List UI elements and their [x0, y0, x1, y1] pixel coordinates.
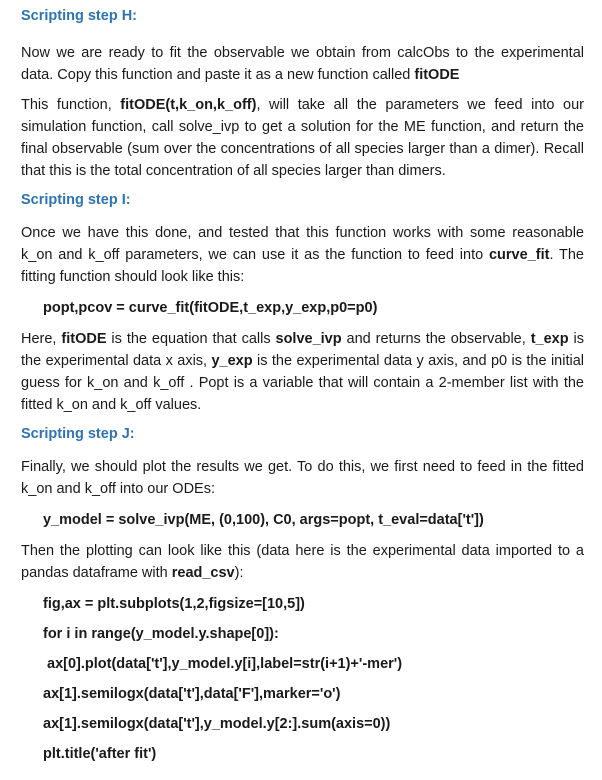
- text: This function,: [21, 97, 121, 113]
- text: , will take all the parameters we feed into our simulation function, call solve_ivp to get a solution for the ME function, and return the final observable (sum over the concentrations of all species larger than a dimer). Recall that this is the total concentration of all species larger than dimers.: [21, 97, 584, 179]
- solve-ivp-code: y_model = solve_ivp(ME, (0,100), C0, args=popt, t_eval=data['t']): [43, 512, 484, 528]
- text: is the experimental data x axis,: [21, 331, 584, 369]
- bold-term: read_csv: [171, 565, 235, 581]
- step-h-heading: Scripting step H:: [21, 8, 138, 24]
- text: . The fitting function should look like this:: [21, 247, 584, 285]
- bold-term: fitODE: [61, 331, 107, 347]
- step-h-paragraph-2: [21, 94, 584, 182]
- text: Here,: [21, 331, 62, 347]
- text: Now we are ready to fit the observable we obtain from calcObs to the experimental data. Copy this function and paste it as a new function called: [21, 45, 584, 83]
- step-j-paragraph-2: [21, 540, 584, 584]
- plot-code-line-3: ax[0].plot(data['t'],y_model.y[i],label=str(i+1)+'-mer'): [43, 656, 403, 672]
- text: ):: [234, 565, 244, 581]
- bold-term: curve_fit: [488, 247, 550, 263]
- text: is the experimental data y axis, and p0 is the initial guess for k_on and k_off . Popt is a variable that will contain a 2-member list with the fitted k_on and k_off values.: [21, 353, 584, 413]
- step-j-paragraph-1: Finally, we should plot the results we get. To do this, we first need to feed in the fitted k_on and k_off into our ODEs:: [21, 459, 584, 497]
- step-i-paragraph-1: [21, 222, 584, 288]
- plot-code-line-2: for i in range(y_model.y.shape[0]):: [43, 626, 279, 642]
- plot-code-line-4: ax[1].semilogx(data['t'],data['F'],marker='o'): [43, 686, 341, 702]
- curve-fit-code: popt,pcov = curve_fit(fitODE,t_exp,y_exp,p0=p0): [43, 300, 378, 316]
- step-h-paragraph-1: [21, 42, 584, 86]
- bold-term: t_exp: [530, 331, 569, 347]
- step-i-heading: Scripting step I:: [21, 192, 131, 208]
- text: Once we have this done, and tested that this function works with some reasonable k_on and k_off parameters, we can use it as the function to feed into: [21, 225, 584, 263]
- plot-code-line-6: plt.title('after fit'): [43, 746, 157, 762]
- text: Then the plotting can look like this (data here is the experimental data imported to a pandas dataframe with: [21, 543, 584, 581]
- bold-term: solve_ivp: [275, 331, 342, 347]
- step-j-heading: Scripting step J:: [21, 426, 135, 442]
- bold-term: fitODE: [414, 67, 460, 83]
- step-i-paragraph-2: [21, 328, 584, 416]
- bold-term: fitODE(t,k_on,k_off): [120, 97, 257, 113]
- text: and returns the observable,: [341, 331, 531, 347]
- plot-code-line-1: fig,ax = plt.subplots(1,2,figsize=[10,5]): [43, 596, 305, 612]
- bold-term: y_exp: [211, 353, 253, 369]
- plot-code-line-5: ax[1].semilogx(data['t'],y_model.y[2:].sum(axis=0)): [43, 716, 391, 732]
- text: is the equation that calls: [106, 331, 276, 347]
